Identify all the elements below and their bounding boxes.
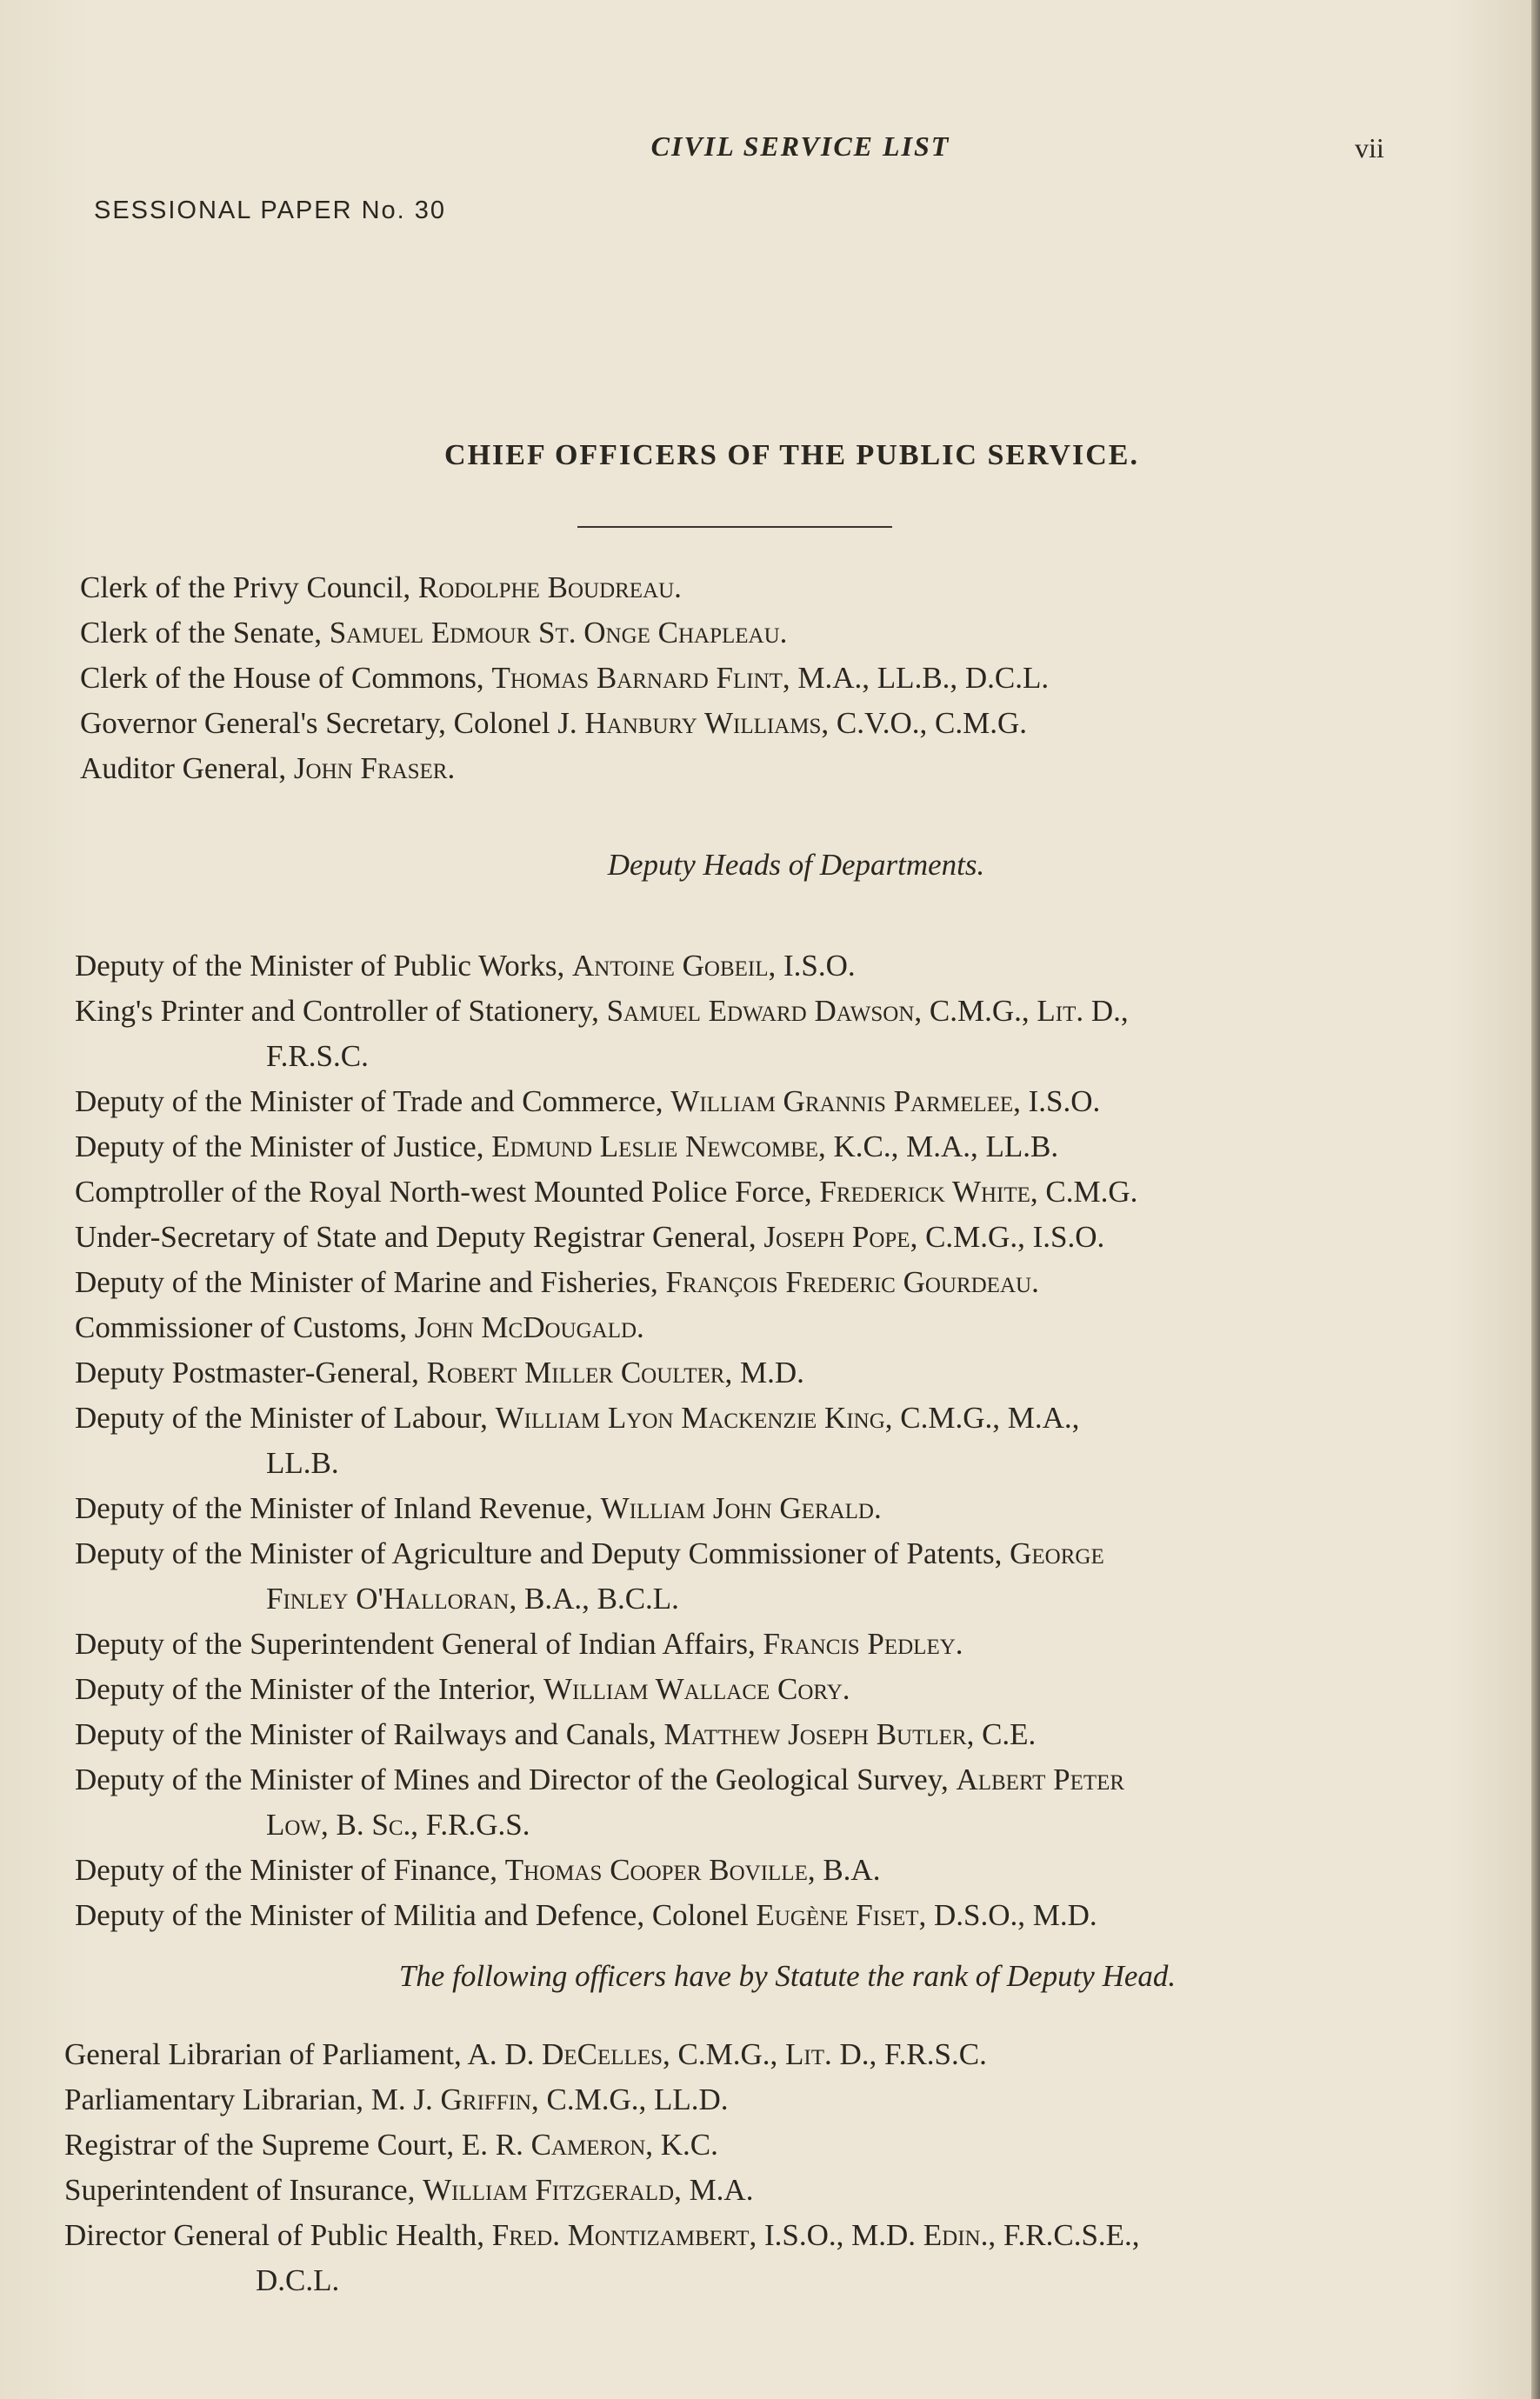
office-title: Deputy of the Minister of Finance, [75, 1853, 505, 1887]
list-item [75, 989, 1540, 1079]
list-item [75, 1757, 1540, 1848]
deputy-heads-heading: Deputy Heads of Departments. [607, 848, 985, 882]
officer-name: Robert Miller Coulter, M.D. [426, 1356, 804, 1389]
officer-name-continuation: F.R.S.C. [266, 1039, 369, 1073]
officer-name: Griffin, C.M.G., LL.D. [440, 2082, 729, 2116]
office-title: Auditor General, [80, 751, 294, 785]
officer-name: Thomas Barnard Flint, M.A., LL.B., D.C.L. [491, 661, 1050, 695]
list-item [80, 610, 1540, 656]
officer-name: Thomas Cooper Boville, B.A. [504, 1853, 881, 1887]
list-item [75, 1531, 1540, 1622]
officer-name: Edmund Leslie Newcombe, K.C., M.A., LL.B. [491, 1130, 1059, 1163]
officer-name-continuation: LL.B. [266, 1446, 339, 1480]
office-title: Registrar of the Supreme Court, E. R. [64, 2128, 531, 2162]
list-item [64, 2122, 1540, 2168]
officer-name: William John Gerald. [600, 1491, 882, 1525]
officer-name-continuation: Finley O'Halloran, B.A., B.C.L. [266, 1582, 679, 1616]
office-title: Superintendent of Insurance, [64, 2173, 423, 2207]
officer-name: Rodolphe Boudreau. [417, 570, 682, 604]
office-title: King's Printer and Controller of Stationery, [75, 994, 607, 1028]
list-item [75, 1396, 1540, 1486]
officer-name: Samuel Edward Dawson, C.M.G., Lit. D., [606, 994, 1129, 1028]
officer-name: Fred. Montizambert, I.S.O., M.D. Edin., F.R.C.S.E., [491, 2218, 1140, 2252]
office-title: Clerk of the Privy Council, [80, 570, 418, 604]
officer-name: Matthew Joseph Butler, C.E. [663, 1717, 1037, 1751]
officer-name: Frederick White, C.M.G. [819, 1175, 1138, 1209]
statute-heading: The following officers have by Statute the rank of Deputy Head. [398, 1959, 1177, 1993]
list-item [75, 1893, 1540, 1938]
page-number: vii [1355, 132, 1384, 163]
office-title: General Librarian of Parliament, A. D. [64, 2037, 543, 2071]
office-title: Deputy of the Minister of Mines and Director of the Geological Survey, [75, 1763, 957, 1796]
list-item [75, 1667, 1540, 1712]
list-item [75, 1215, 1540, 1260]
officer-name: John Fraser. [293, 751, 456, 785]
officer-name: François Frederic Gourdeau. [665, 1265, 1039, 1299]
list-item [75, 1486, 1540, 1531]
running-title: CIVIL SERVICE LIST [650, 130, 950, 162]
office-title: Deputy of the Minister of Inland Revenue, [75, 1491, 601, 1525]
list-item [64, 2213, 1540, 2303]
list-item [75, 1079, 1540, 1124]
list-item [80, 656, 1540, 701]
officer-name: Antoine Gobeil, I.S.O. [572, 949, 856, 983]
list-item [75, 1712, 1540, 1757]
office-title: Clerk of the House of Commons, [80, 661, 492, 695]
officer-name: William Lyon Mackenzie King, C.M.G., M.A., [495, 1401, 1080, 1435]
list-item [75, 1350, 1540, 1396]
chief-officers-list [0, 565, 1540, 791]
list-item [80, 746, 1540, 791]
officer-name: Eugène Fiset, D.S.O., M.D. [756, 1898, 1097, 1932]
officer-name: William Wallace Cory. [543, 1672, 850, 1706]
office-title: Governor General's Secretary, Colonel J. [80, 706, 585, 740]
office-title: Deputy of the Minister of Marine and Fisheries, [75, 1265, 666, 1299]
officer-name: Samuel Edmour St. Onge Chapleau. [329, 616, 788, 650]
office-title: Comptroller of the Royal North-west Mounted Police Force, [75, 1175, 820, 1209]
officer-name: Hanbury Williams, C.V.O., C.M.G. [584, 706, 1027, 740]
list-item [64, 2032, 1540, 2077]
office-title: Deputy of the Superintendent General of Indian Affairs, [75, 1627, 763, 1661]
officer-name-continuation: Low, B. Sc., F.R.G.S. [266, 1808, 530, 1842]
office-title: Deputy of the Minister of Militia and Defence, Colonel [75, 1898, 757, 1932]
office-title: Deputy of the Minister of Agriculture and Deputy Commissioner of Patents, [75, 1536, 1010, 1570]
office-title: Director General of Public Health, [64, 2218, 492, 2252]
sessional-paper-label: SESSIONAL PAPER No. 30 [94, 197, 447, 224]
main-heading: CHIEF OFFICERS OF THE PUBLIC SERVICE. [444, 439, 1139, 471]
officer-name: George [1010, 1536, 1104, 1570]
officer-name: Cameron, K.C. [530, 2128, 718, 2162]
statute-officers-list [0, 2032, 1540, 2303]
officer-name: John McDougald. [414, 1310, 644, 1344]
list-item [80, 701, 1540, 746]
office-title: Deputy of the Minister of Railways and Canals, [75, 1717, 664, 1751]
list-item [75, 1260, 1540, 1305]
list-item [64, 2168, 1540, 2213]
list-item [64, 2077, 1540, 2122]
office-title: Deputy of the Minister of Public Works, [75, 949, 573, 983]
officer-name: Albert Peter [956, 1763, 1125, 1796]
list-item [75, 1622, 1540, 1667]
officer-name-continuation: D.C.L. [256, 2263, 340, 2297]
office-title: Deputy of the Minister of Trade and Commerce, [75, 1084, 671, 1118]
heading-rule [577, 526, 892, 528]
list-item [75, 943, 1540, 989]
office-title: Commissioner of Customs, [75, 1310, 415, 1344]
officer-name: Joseph Pope, C.M.G., I.S.O. [763, 1220, 1105, 1254]
office-title: Deputy of the Minister of Labour, [75, 1401, 496, 1435]
officer-name: Francis Pedley. [763, 1627, 963, 1661]
office-title: Deputy of the Minister of Justice, [75, 1130, 492, 1163]
officer-name: DeCelles, C.M.G., Lit. D., F.R.S.C. [542, 2037, 987, 2071]
list-item [75, 1170, 1540, 1215]
office-title: Under-Secretary of State and Deputy Registrar General, [75, 1220, 764, 1254]
list-item [75, 1305, 1540, 1350]
officer-name: William Fitzgerald, M.A. [423, 2173, 754, 2207]
office-title: Deputy Postmaster-General, [75, 1356, 427, 1389]
office-title: Parliamentary Librarian, M. J. [64, 2082, 441, 2116]
officer-name: William Grannis Parmelee, I.S.O. [670, 1084, 1101, 1118]
office-title: Deputy of the Minister of the Interior, [75, 1672, 544, 1706]
office-title: Clerk of the Senate, [80, 616, 330, 650]
deputy-heads-list [0, 943, 1540, 1938]
list-item [75, 1848, 1540, 1893]
list-item [80, 565, 1540, 610]
list-item [75, 1124, 1540, 1170]
